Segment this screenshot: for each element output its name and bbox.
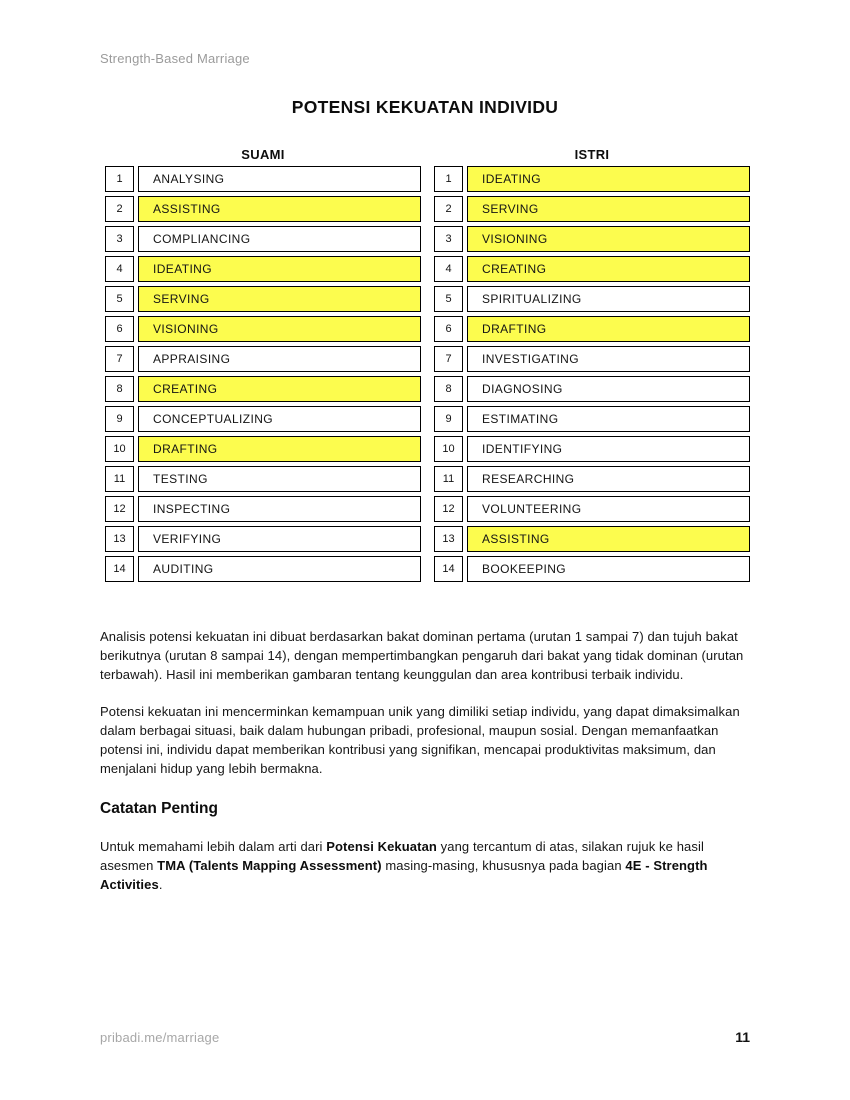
strength-cell: INVESTIGATING [467, 346, 750, 372]
doc-header-title: Strength-Based Marriage [100, 51, 250, 66]
text-segment: . [158, 877, 163, 892]
row-number-cell: 8 [434, 376, 463, 402]
strength-tables-row [100, 147, 750, 582]
strength-cell: ANALYSING [138, 166, 421, 192]
strength-cell-highlighted: DRAFTING [138, 436, 421, 462]
row-number-cell: 1 [105, 166, 134, 192]
strength-cell-highlighted: IDEATING [138, 256, 421, 282]
row-number-cell: 12 [434, 496, 463, 522]
strength-cell: TESTING [138, 466, 421, 492]
paragraph-potential: Potensi kekuatan ini mencerminkan kemampuan unik yang dimiliki setiap individu, yang dapat dimaksimalkan dalam berbagai situasi, baik dalam hubungan pribadi, profesional, maupun sosial. Dengan memanfaatkan potensi ini, individu dapat memberikan kontribusi yang signifikan, mencapai produktivitas maksimum, dan menjalani hidup yang lebih bermakna. [100, 704, 740, 776]
strength-cell: IDENTIFYING [467, 436, 750, 462]
section-heading-catatan-penting: Catatan Penting [100, 800, 218, 817]
table-istri [434, 147, 750, 582]
row-number-cell: 6 [105, 316, 134, 342]
table-suami-grid [105, 166, 421, 582]
strength-cell: APPRAISING [138, 346, 421, 372]
strength-cell-highlighted: ASSISTING [138, 196, 421, 222]
row-number-cell: 13 [105, 526, 134, 552]
row-number-cell: 9 [434, 406, 463, 432]
strength-cell: AUDITING [138, 556, 421, 582]
row-number-cell: 2 [105, 196, 134, 222]
row-number-cell: 14 [434, 556, 463, 582]
strength-cell-highlighted: SERVING [467, 196, 750, 222]
row-number-cell: 11 [105, 466, 134, 492]
bold-term: TMA (Talents Mapping Assessment) [157, 858, 382, 873]
strength-cell-highlighted: VISIONING [138, 316, 421, 342]
strength-cell: COMPLIANCING [138, 226, 421, 252]
strength-cell: VERIFYING [138, 526, 421, 552]
paragraph-catatan-penting [100, 837, 750, 894]
row-number-cell: 10 [105, 436, 134, 462]
page-title: POTENSI KEKUATAN INDIVIDU [291, 97, 559, 117]
row-number-cell: 3 [434, 226, 463, 252]
row-number-cell: 13 [434, 526, 463, 552]
table-istri-grid [434, 166, 750, 582]
row-number-cell: 8 [105, 376, 134, 402]
table-suami-title: SUAMI [241, 147, 285, 162]
row-number-cell: 6 [434, 316, 463, 342]
strength-cell: INSPECTING [138, 496, 421, 522]
table-istri-title: ISTRI [574, 147, 610, 162]
bold-term: 4E - Strength Activities [100, 858, 708, 892]
paragraph-analysis: Analisis potensi kekuatan ini dibuat berdasarkan bakat dominan pertama (urutan 1 sampai 7) dan tujuh bakat berikutnya (urutan 8 sampai 14), dengan mempertimbangkan pengaruh dari bakat yang tidak dominan (urutan terbawah). Hasil ini memberikan gambaran tentang keunggulan dan area kontribusi terbaik individu. [100, 629, 744, 682]
row-number-cell: 4 [105, 256, 134, 282]
row-number-cell: 3 [105, 226, 134, 252]
strength-cell-highlighted: CREATING [138, 376, 421, 402]
row-number-cell: 11 [434, 466, 463, 492]
row-number-cell: 5 [105, 286, 134, 312]
row-number-cell: 2 [434, 196, 463, 222]
strength-cell: ESTIMATING [467, 406, 750, 432]
row-number-cell: 7 [434, 346, 463, 372]
page-number: 11 [735, 1029, 750, 1045]
row-number-cell: 4 [434, 256, 463, 282]
strength-cell: BOOKEEPING [467, 556, 750, 582]
strength-cell: SPIRITUALIZING [467, 286, 750, 312]
bold-term: Potensi Kekuatan [326, 839, 437, 854]
strength-cell-highlighted: VISIONING [467, 226, 750, 252]
strength-cell-highlighted: SERVING [138, 286, 421, 312]
text-segment: Untuk memahami lebih dalam arti dari [100, 839, 327, 854]
strength-cell-highlighted: ASSISTING [467, 526, 750, 552]
text-segment: yang tercantum di atas, silakan rujuk ke hasil asesmen [100, 839, 704, 873]
strength-cell-highlighted: DRAFTING [467, 316, 750, 342]
row-number-cell: 7 [105, 346, 134, 372]
strength-cell: DIAGNOSING [467, 376, 750, 402]
text-segment: masing-masing, khususnya pada bagian [381, 858, 626, 873]
row-number-cell: 10 [434, 436, 463, 462]
row-number-cell: 14 [105, 556, 134, 582]
strength-cell-highlighted: IDEATING [467, 166, 750, 192]
row-number-cell: 9 [105, 406, 134, 432]
strength-cell: VOLUNTEERING [467, 496, 750, 522]
row-number-cell: 5 [434, 286, 463, 312]
footer-url: pribadi.me/marriage [100, 1030, 220, 1045]
page-footer [100, 1029, 750, 1045]
strength-cell: RESEARCHING [467, 466, 750, 492]
table-suami [105, 147, 421, 582]
row-number-cell: 1 [434, 166, 463, 192]
strength-cell: CONCEPTUALIZING [138, 406, 421, 432]
strength-cell-highlighted: CREATING [467, 256, 750, 282]
row-number-cell: 12 [105, 496, 134, 522]
